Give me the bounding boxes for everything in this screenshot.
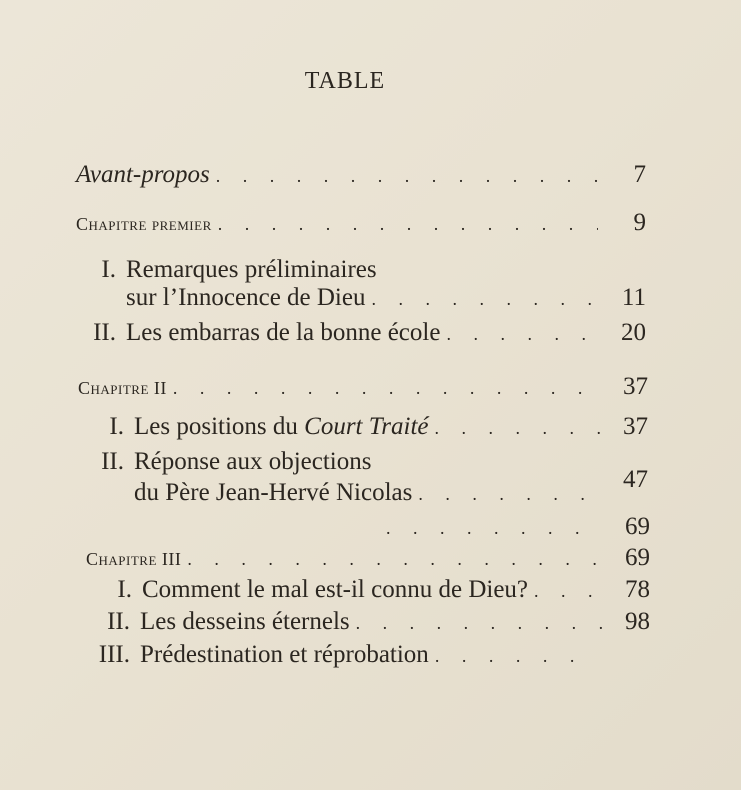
leader-dots xyxy=(429,413,601,443)
leader-dots xyxy=(350,608,602,638)
section-number: II. xyxy=(107,608,130,635)
leader-dots xyxy=(212,209,598,239)
toc-label: Les desseins éternels xyxy=(140,608,350,635)
toc-label: Remarques préliminaires xyxy=(126,256,377,283)
toc-entry-ch2-s1 xyxy=(90,412,648,443)
section-number: II. xyxy=(93,319,116,346)
toc-entry-ch3-s3 xyxy=(88,640,598,671)
toc-page-number: 7 xyxy=(633,161,646,188)
toc-entry-chapter-3 xyxy=(86,543,650,574)
toc-entry-continuation xyxy=(380,512,650,543)
leader-dots xyxy=(429,641,598,671)
toc-entry-avant-propos xyxy=(76,160,646,191)
section-number: I. xyxy=(101,256,116,283)
leader-dots xyxy=(380,513,602,543)
toc-page-number: 9 xyxy=(633,209,646,236)
toc-label: Les positions du Court Traité xyxy=(134,413,429,440)
page-title: TABLE xyxy=(304,68,386,94)
section-number: I. xyxy=(117,576,132,603)
leader-dots xyxy=(440,319,598,349)
toc-label-continued: du Père Jean-Hervé Nicolas xyxy=(134,479,413,506)
toc-label: Réponse aux objections xyxy=(134,448,372,475)
toc-label: Prédestination et réprobation xyxy=(140,641,429,668)
toc-label: Les embarras de la bonne école xyxy=(126,319,441,346)
toc-label-continued: sur l’Innocence de Dieu xyxy=(126,284,366,311)
leader-dots xyxy=(167,373,600,403)
toc-page-number: 69 xyxy=(625,513,650,540)
toc-label: Comment le mal est-il connu de Dieu? xyxy=(142,576,529,603)
toc-entry-ch3-s1 xyxy=(98,575,650,606)
toc-entry-chapter-2 xyxy=(78,372,648,403)
toc-page-number: 69 xyxy=(625,544,650,571)
leader-dots xyxy=(528,576,602,606)
toc-entry-ch2-s2-line2-label xyxy=(134,478,594,509)
toc-entry-ch1-s1-line2 xyxy=(126,283,646,314)
leader-dots xyxy=(210,161,598,191)
toc-label: Avant-propos xyxy=(76,161,210,188)
chapter-heading: Chapitre II xyxy=(78,378,167,398)
toc-page-number: 78 xyxy=(625,576,650,603)
section-number: I. xyxy=(109,413,124,440)
toc-page-number: 98 xyxy=(625,608,650,635)
toc-entry-ch3-s2 xyxy=(90,607,650,638)
toc-entry-chapter-1 xyxy=(76,208,646,239)
chapter-heading: Chapitre premier xyxy=(76,214,212,234)
toc-page-number: 37 xyxy=(623,413,648,440)
toc-label-italic: Court Traité xyxy=(304,413,429,440)
section-number: III. xyxy=(98,641,130,668)
leader-dots xyxy=(412,479,594,509)
toc-page-number: 37 xyxy=(623,373,648,400)
section-number: II. xyxy=(101,448,124,475)
toc-page-number: 11 xyxy=(621,284,646,311)
toc-page-number: 47 xyxy=(623,466,648,493)
leader-dots xyxy=(181,544,602,574)
toc-entry-ch1-s1-line1 xyxy=(82,255,377,285)
toc-entry-ch1-s2 xyxy=(82,318,646,349)
chapter-heading: Chapitre III xyxy=(86,549,182,569)
toc-page-number: 20 xyxy=(621,319,646,346)
leader-dots xyxy=(365,284,598,314)
